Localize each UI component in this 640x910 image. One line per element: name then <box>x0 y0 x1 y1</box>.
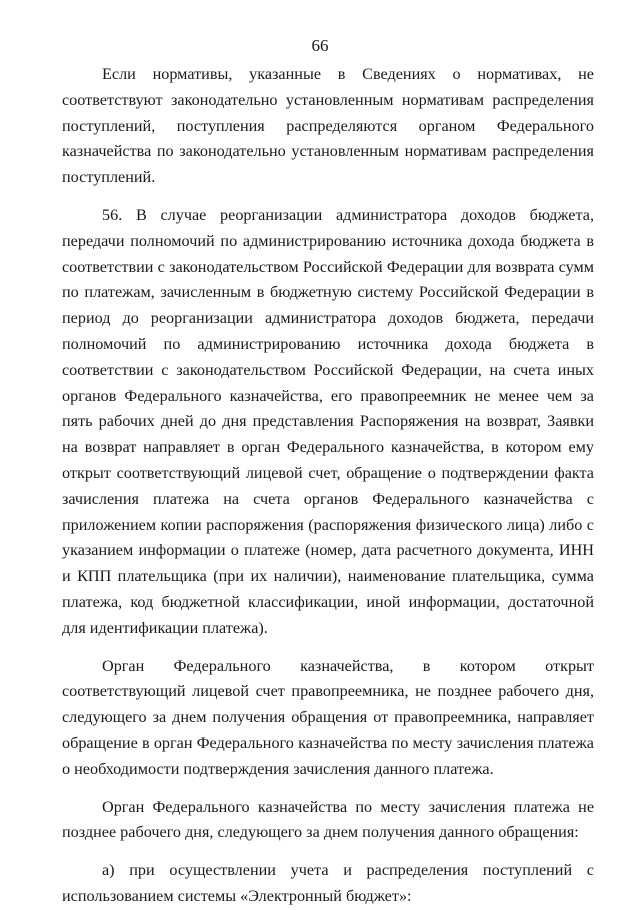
paragraph-3: Орган Федерального казначейства, в котором открыт соответствующий лицевой счет правопреемника, не позднее рабочего дня, следующего за днем получения обращения от правопреемника, направляет обращение в орган Федерального казначейства по месту зачисления платежа о необходимости подтверждения зачисления данного платежа. <box>62 656 594 778</box>
document-body <box>62 62 594 910</box>
paragraph-4: Орган Федерального казначейства по месту зачисления платежа не позднее рабочего дня, следующего за днем получения данного обращения: <box>62 797 594 842</box>
paragraph-2: 56. В случае реорганизации администратора доходов бюджета, передачи полномочий по администрированию источника дохода бюджета в соответствии с законодательством Российской Федерации для возврата сумм по платежам, зачисленным в бюджетную систему Российской Федерации в период до реорганизации администратора доходов бюджета, передачи полномочий по администрированию источника дохода бюджета в соответствии с законодательством Российской Федерации, на счета иных органов Федерального казначейства, его правопреемник не менее чем за пять рабочих дней до дня представления Распоряжения на возврат, Заявки на возврат направляет в орган Федерального казначейства, в котором ему открыт соответствующий лицевой счет, обращение о подтверждении факта зачисления платежа на счета органов Федерального казначейства с приложением копии распоряжения (распоряжения физического лица) либо с указанием информации о платеже (номер, дата расчетного документа, ИНН и КПП плательщика (при их наличии), наименование плательщика, сумма платежа, код бюджетной классификации, иной информации, достаточной для идентификации платежа). <box>62 205 594 637</box>
paragraph-5: а) при осуществлении учета и распределения поступлений с использованием системы «Электронный бюджет»: <box>62 861 594 905</box>
page-number: 66 <box>311 36 329 55</box>
paragraph-1: Если нормативы, указанные в Сведениях о нормативах, не соответствуют законодательно установленным нормативам распределения поступлений, поступления распределяются органом Федерального казначейства по законодательно установленным нормативам распределения поступлений. <box>62 65 594 187</box>
